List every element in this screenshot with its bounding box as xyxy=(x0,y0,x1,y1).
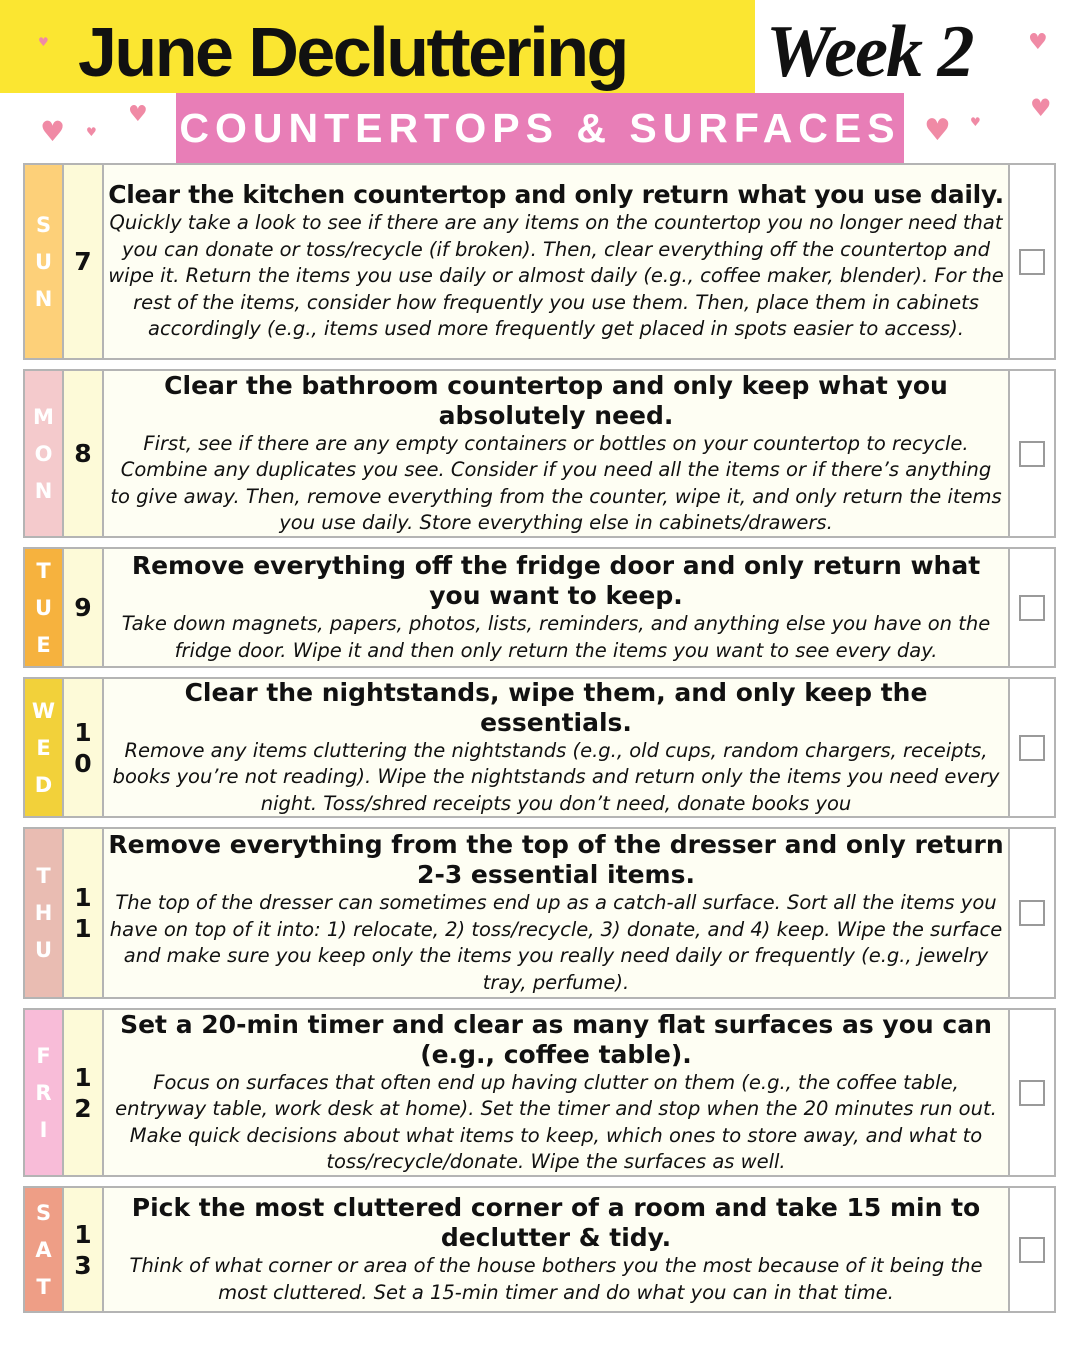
task-title: Clear the kitchen countertop and only return what you use daily. xyxy=(108,180,1004,210)
day-label: W E D xyxy=(23,677,64,818)
day-row-tuesday xyxy=(23,547,1056,668)
day-row-wednesday xyxy=(23,677,1056,818)
heart-icon: ♥ xyxy=(40,115,66,148)
date-number: 7 xyxy=(62,163,104,360)
task-text xyxy=(102,827,1010,999)
day-row-monday xyxy=(23,369,1056,538)
task-text xyxy=(102,163,1010,360)
date-number: 1 0 xyxy=(62,677,104,818)
day-row-thursday xyxy=(23,827,1056,999)
task-text xyxy=(102,547,1010,668)
task-description: First, see if there are any empty containers or bottles on your countertop to recycle. Combine any duplicates you see. Consider if you need all the items or if there’s anything to give away. Then, remove everything from the counter, wipe it, and only return the items you use daily. Store everything else in cabinets/drawers. xyxy=(110,431,1002,534)
task-title: Clear the bathroom countertop and only keep what you absolutely need. xyxy=(164,370,948,430)
task-checkbox-cell[interactable] xyxy=(1008,547,1056,668)
task-checkbox-cell[interactable] xyxy=(1008,369,1056,538)
task-checkbox-cell[interactable] xyxy=(1008,163,1056,360)
date-number: 1 3 xyxy=(62,1186,104,1313)
task-title: Remove everything from the top of the dresser and only return 2-3 essential items. xyxy=(108,830,1004,889)
task-checkbox-cell[interactable] xyxy=(1008,827,1056,999)
heart-icon: ♥ xyxy=(924,113,951,148)
day-row-saturday xyxy=(23,1186,1056,1313)
task-description: Think of what corner or area of the house bothers you the most because of it being the most cluttered. Set a 15-min timer and do what you can in that time. xyxy=(129,1254,983,1304)
task-text xyxy=(102,677,1010,818)
task-title: Pick the most cluttered corner of a room and take 15 min to declutter & tidy. xyxy=(131,1193,981,1252)
heart-icon: ♥ xyxy=(86,125,97,139)
day-label: S U N xyxy=(23,163,64,360)
page-title: June Decluttering xyxy=(78,13,627,91)
task-description: The top of the dresser can sometimes end up as a catch-all surface. Sort all the items you have on top of it into: 1) relocate, 2) toss/recycle, 3) donate, and 4) keep. Wipe the surface and make sure you keep only the items you really need daily or frequently (e.g., jewelry tray, perfume). xyxy=(109,891,1003,994)
heart-icon: ♥ xyxy=(970,115,981,129)
day-label: T H U xyxy=(23,827,64,999)
day-row-sunday xyxy=(23,163,1056,360)
heart-icon: ♥ xyxy=(38,35,49,49)
task-title: Set a 20-min timer and clear as many flat surfaces as you can (e.g., coffee table). xyxy=(120,1009,992,1069)
task-description: Take down magnets, papers, photos, lists, reminders, and anything else you have on the fridge door. Wipe it and then only return the items you want to see every day. xyxy=(121,612,991,662)
date-number: 1 1 xyxy=(62,827,104,999)
checkbox[interactable] xyxy=(1019,1080,1045,1106)
task-description: Remove any items cluttering the nightstands (e.g., old cups, random chargers, receipts, books you’re not reading). Wipe the nightstands and return only the items you need every night. Toss/shred receipts you don’t need, donate books you xyxy=(112,738,1000,815)
day-label: S A T xyxy=(23,1186,64,1313)
day-label: M O N xyxy=(23,369,64,538)
date-number: 9 xyxy=(62,547,104,668)
task-checkbox-cell[interactable] xyxy=(1008,1186,1056,1313)
heart-icon: ♥ xyxy=(1030,94,1052,122)
task-checkbox-cell[interactable] xyxy=(1008,677,1056,818)
checkbox[interactable] xyxy=(1019,595,1045,621)
day-row-friday xyxy=(23,1008,1056,1177)
date-number: 8 xyxy=(62,369,104,538)
checkbox[interactable] xyxy=(1019,1237,1045,1263)
checkbox[interactable] xyxy=(1019,441,1045,467)
section-subtitle: COUNTERTOPS & SURFACES xyxy=(176,93,904,163)
task-checkbox-cell[interactable] xyxy=(1008,1008,1056,1177)
day-label: F R I xyxy=(23,1008,64,1177)
task-text xyxy=(102,1186,1010,1313)
task-description: Quickly take a look to see if there are any items on the countertop you no longer need that you can donate or toss/recycle (if broken). Then, clear everything off the countertop and wipe it. Return the items you use daily or almost daily (e.g., coffee maker, blender). For the rest of the items, consider how frequently you use them. Then, place them in cabinets accordingly (e.g., items used more frequently get placed in spots easier to access). xyxy=(108,211,1004,341)
task-description: Focus on surfaces that often end up having clutter on them (e.g., the coffee table, entryway table, work desk at home). Set the timer and stop when the 20 minutes run out. Make quick decisions about what items to keep, which ones to store away, and what to toss/recycle/donate. Wipe the surfaces as well. xyxy=(115,1070,997,1173)
heart-icon: ♥ xyxy=(1028,30,1048,55)
checkbox[interactable] xyxy=(1019,249,1045,275)
task-title: Clear the nightstands, wipe them, and only keep the essentials. xyxy=(184,677,928,737)
week-label: Week 2 xyxy=(766,11,973,93)
task-title: Remove everything off the fridge door and only return what you want to keep. xyxy=(131,551,981,610)
day-label: T U E xyxy=(23,547,64,668)
checkbox[interactable] xyxy=(1019,735,1045,761)
date-number: 1 2 xyxy=(62,1008,104,1177)
task-text xyxy=(102,369,1010,538)
checkbox[interactable] xyxy=(1019,900,1045,926)
task-text xyxy=(102,1008,1010,1177)
heart-icon: ♥ xyxy=(128,102,148,127)
